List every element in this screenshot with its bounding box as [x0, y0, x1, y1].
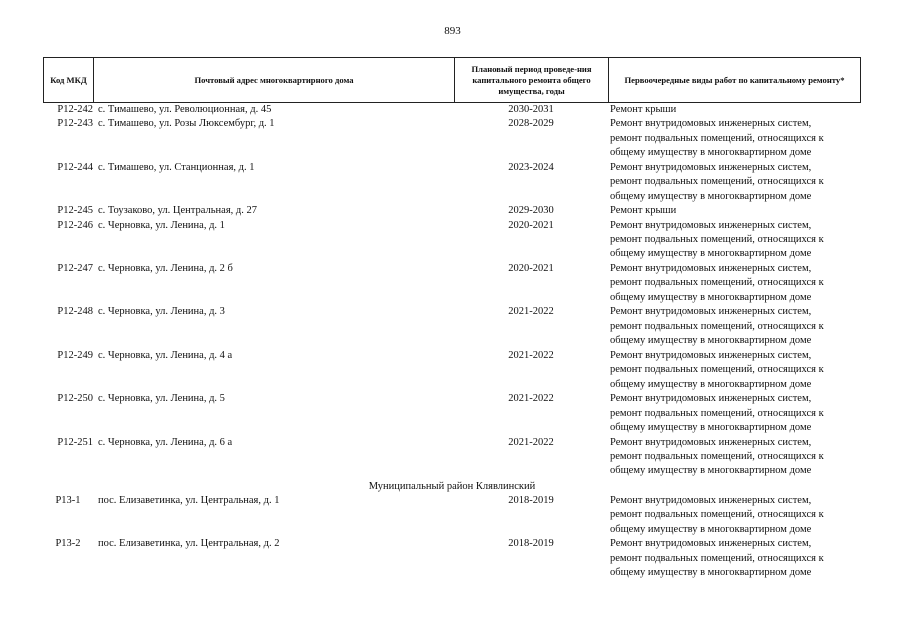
row-period: 2020-2021 [508, 219, 554, 231]
row-period: 2029-2030 [508, 205, 554, 217]
row-works: Ремонт крыши [610, 205, 677, 217]
row-works: Ремонт внутридомовых инженерных систем, ремонт подвальных помещений, относящихся к общему имуществу в многоквартирном доме [610, 349, 824, 390]
row-code: Р12-251 [57, 436, 93, 448]
header-period: Плановый период проведе-ния капитального ремонта общего имущества, годы [455, 58, 609, 102]
row-code: Р12-247 [57, 262, 93, 274]
row-address: с. Черновка, ул. Ленина, д. 4 а [98, 349, 233, 361]
row-address: с. Тимашево, ул. Станционная, д. 1 [98, 161, 255, 173]
row-address: с. Черновка, ул. Ленина, д. 2 б [98, 262, 233, 274]
row-period: 2021-2022 [508, 436, 554, 448]
row-address: пос. Елизаветинка, ул. Центральная, д. 1 [98, 494, 280, 506]
row-period: 2018-2019 [508, 538, 554, 550]
row-period: 2018-2019 [508, 494, 554, 506]
row-address: с. Черновка, ул. Ленина, д. 3 [98, 306, 225, 318]
row-code: Р12-248 [57, 306, 93, 318]
table-row [43, 219, 861, 262]
row-period: 2021-2022 [508, 349, 554, 361]
row-works: Ремонт внутридомовых инженерных систем, ремонт подвальных помещений, относящихся к общему имуществу в многоквартирном доме [610, 306, 824, 347]
header-code: Код МКД [44, 58, 94, 102]
row-code: Р12-250 [57, 393, 93, 405]
table-row [43, 349, 861, 392]
row-address: пос. Елизаветинка, ул. Центральная, д. 2 [98, 538, 280, 550]
table-row [43, 494, 861, 537]
row-works: Ремонт крыши [610, 104, 677, 115]
table-body [43, 103, 861, 581]
row-address: с. Тимашево, ул. Розы Люксембург, д. 1 [98, 118, 275, 130]
row-address: с. Тимашево, ул. Революционная, д. 45 [98, 104, 272, 115]
row-works: Ремонт внутридомовых инженерных систем, ремонт подвальных помещений, относящихся к общему имуществу в многоквартирном доме [610, 219, 824, 260]
section-heading-row [43, 479, 861, 494]
row-works: Ремонт внутридомовых инженерных систем, ремонт подвальных помещений, относящихся к общему имуществу в многоквартирном доме [610, 262, 824, 303]
row-works: Ремонт внутридомовых инженерных систем, ремонт подвальных помещений, относящихся к общему имуществу в многоквартирном доме [610, 161, 824, 202]
section-title: Муниципальный район Клявлинский [368, 480, 536, 492]
row-code: Р13-1 [55, 494, 81, 506]
table-row [43, 305, 861, 348]
table-row [43, 204, 861, 218]
row-code: Р12-245 [57, 205, 93, 217]
table-row [43, 103, 861, 117]
table-row [43, 537, 861, 580]
row-address: с. Тоузаково, ул. Центральная, д. 27 [98, 205, 257, 217]
row-period: 2028-2029 [508, 118, 554, 130]
row-works: Ремонт внутридомовых инженерных систем, ремонт подвальных помещений, относящихся к общему имуществу в многоквартирном доме [610, 494, 824, 535]
table-row [43, 161, 861, 204]
row-period: 2023-2024 [508, 161, 554, 173]
table-row [43, 117, 861, 160]
row-works: Ремонт внутридомовых инженерных систем, ремонт подвальных помещений, относящихся к общему имуществу в многоквартирном доме [610, 436, 824, 477]
row-works: Ремонт внутридомовых инженерных систем, ремонт подвальных помещений, относящихся к общему имуществу в многоквартирном доме [610, 538, 824, 579]
row-code: Р12-246 [57, 219, 93, 231]
page-number: 893 [444, 25, 461, 37]
row-period: 2021-2022 [508, 306, 554, 318]
row-code: Р12-249 [57, 349, 93, 361]
table-row [43, 436, 861, 479]
table-row [43, 392, 861, 435]
header-works: Первоочередные виды работ по капитальному ремонту* [624, 74, 845, 85]
row-period: 2030-2031 [508, 104, 554, 115]
row-code: Р12-242 [57, 104, 93, 115]
row-code: Р12-243 [57, 118, 93, 130]
row-address: с. Черновка, ул. Ленина, д. 5 [98, 393, 225, 405]
row-works: Ремонт внутридомовых инженерных систем, ремонт подвальных помещений, относящихся к общему имуществу в многоквартирном доме [610, 393, 824, 433]
row-code: Р13-2 [55, 538, 81, 550]
row-period: 2021-2022 [508, 393, 554, 405]
row-address: с. Черновка, ул. Ленина, д. 6 а [98, 436, 233, 448]
table-header [43, 57, 861, 103]
row-works: Ремонт внутридомовых инженерных систем, ремонт подвальных помещений, относящихся к общему имуществу в многоквартирном доме [610, 118, 824, 159]
row-code: Р12-244 [57, 161, 93, 173]
table-row [43, 262, 861, 305]
row-period: 2020-2021 [508, 262, 554, 274]
header-address: Почтовый адрес многоквартирного дома [94, 58, 455, 102]
row-address: с. Черновка, ул. Ленина, д. 1 [98, 219, 225, 231]
